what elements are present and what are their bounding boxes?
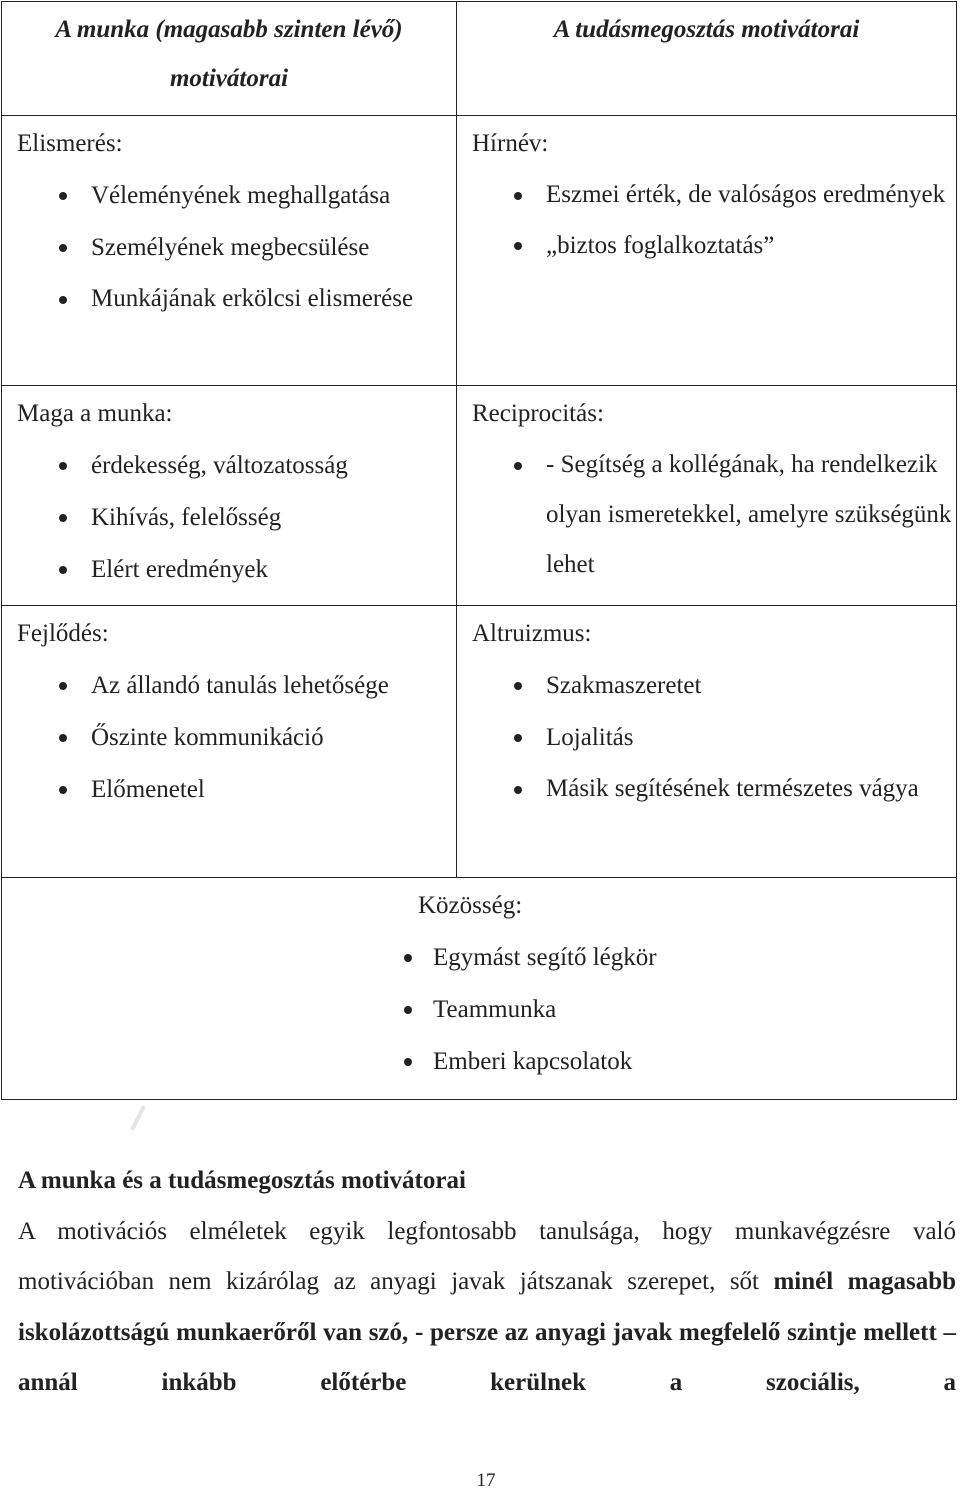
cell-title: Reciprocitás: xyxy=(472,400,604,427)
list-item: Személyének megbecsülése xyxy=(17,222,456,274)
list-item: - Segítség a kollégának, ha rendelkezik olyan ismeretekkel, amelyre szükségünk lehet xyxy=(472,440,956,590)
cell-reputation xyxy=(457,116,957,386)
body-text xyxy=(18,1156,956,1409)
list-item: Előmenetel xyxy=(17,764,456,816)
cell-title: Fejlődés: xyxy=(17,620,109,647)
paragraph-bold: minél magasabb iskolázottságú munkaerőről van szó, - persze az anyagi javak megfelelő szintje mellett – annál inkább előtérbe kerülnek a szociális, a xyxy=(18,1268,956,1396)
list-item: Az állandó tanulás lehetősége xyxy=(17,660,456,712)
cell-title: Altruizmus: xyxy=(472,620,592,647)
bullet-list xyxy=(17,660,456,816)
list-item: Kihívás, felelősség xyxy=(17,492,456,544)
list-item: Eszmei érték, de valóságos eredmények xyxy=(472,170,956,220)
header-right: A tudásmegosztás motivátorai xyxy=(457,2,957,116)
cell-development xyxy=(2,606,457,878)
motivators-table xyxy=(1,1,957,1100)
list-item: Egymást segítő légkör xyxy=(385,932,956,984)
paragraph xyxy=(18,1207,956,1409)
list-item: Őszinte kommunikáció xyxy=(17,712,456,764)
cell-altruism xyxy=(457,606,957,878)
list-item: Másik segítésének természetes vágya xyxy=(472,764,956,814)
list-item: Szakmaszeretet xyxy=(472,660,956,712)
list-item: Munkájának erkölcsi elismerése xyxy=(17,274,456,324)
cell-work-itself xyxy=(2,386,457,606)
bullet-list xyxy=(472,440,956,590)
bullet-list xyxy=(472,660,956,814)
bullet-list xyxy=(472,170,956,272)
bullet-list xyxy=(17,170,456,324)
list-item: „biztos foglalkoztatás” xyxy=(472,220,956,272)
page-number: 17 xyxy=(476,1470,496,1491)
list-item: Teammunka xyxy=(385,984,956,1036)
cell-recognition xyxy=(2,116,457,386)
header-left: A munka (magasabb szinten lévő) motivátorai xyxy=(2,2,457,116)
cell-title: Közösség: xyxy=(418,892,523,919)
section-heading: A munka és a tudásmegosztás motivátorai xyxy=(18,1167,466,1194)
community-content xyxy=(418,880,956,1088)
watermark-mark xyxy=(128,1104,148,1132)
cell-reciprocity xyxy=(457,386,957,606)
list-item: Lojalitás xyxy=(472,712,956,764)
list-item: Emberi kapcsolatok xyxy=(385,1036,956,1088)
bullet-list xyxy=(370,932,956,1088)
paragraph-plain: A motivációs elméletek egyik legfontosabb tanulsága, hogy munkavégzésre való motivációban nem kizárólag az anyagi javak játszanak szerepet, sőt xyxy=(18,1217,956,1295)
cell-title: Maga a munka: xyxy=(17,400,173,427)
cell-title: Elismerés: xyxy=(17,130,123,157)
list-item: érdekesség, változatosság xyxy=(17,440,456,492)
cell-community xyxy=(2,878,957,1100)
list-item: Elért eredmények xyxy=(17,544,456,596)
list-item: Véleményének meghallgatása xyxy=(17,170,456,222)
bullet-list xyxy=(17,440,456,596)
cell-title: Hírnév: xyxy=(472,130,549,157)
